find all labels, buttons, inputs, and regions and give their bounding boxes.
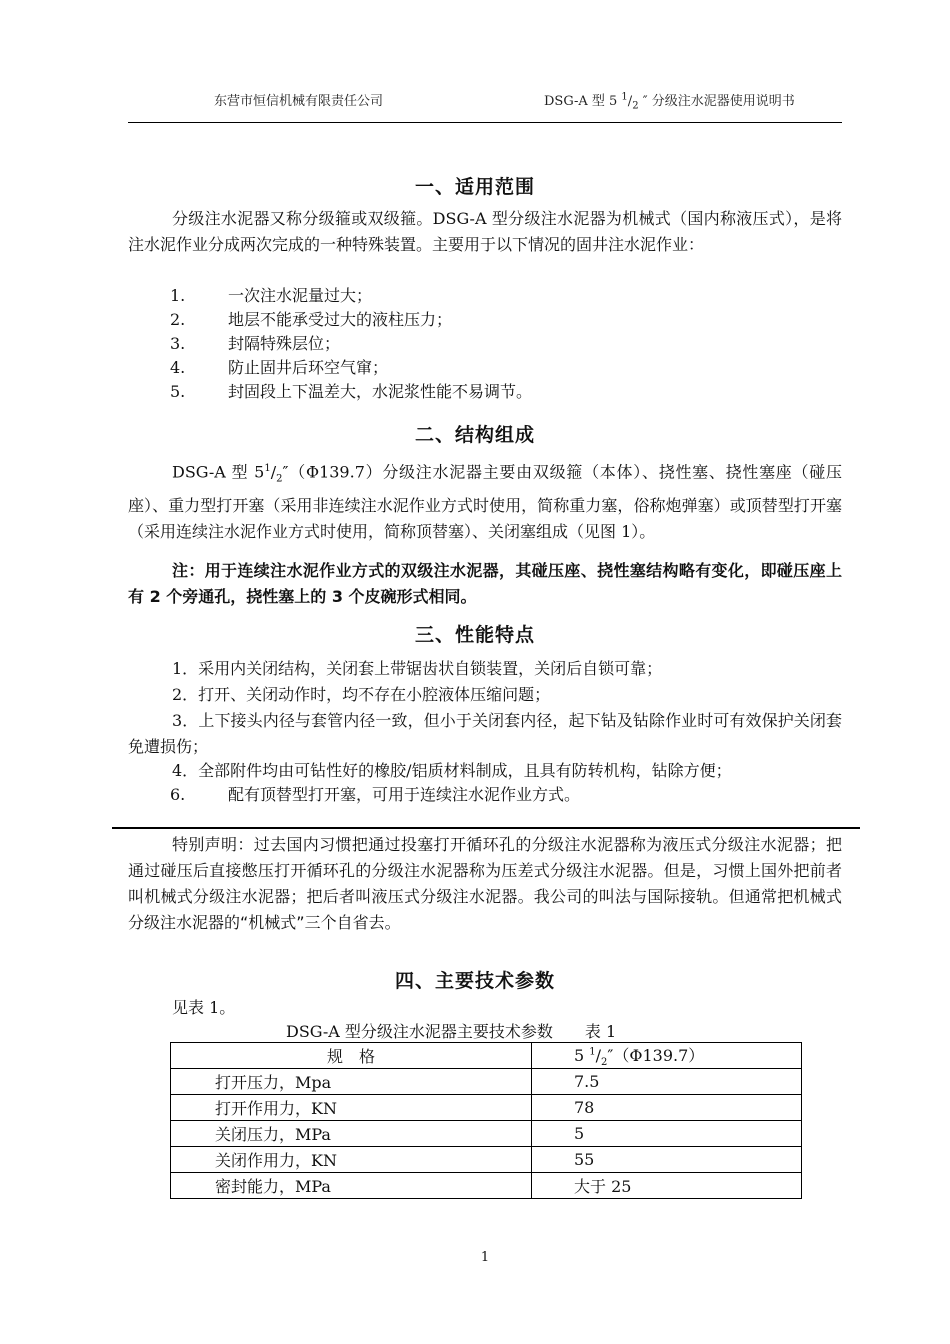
feature-item-3: 3．上下接头内径与套管内径一致，但小于关闭套内径，起下钻及钻除作业时可有效保护关闭套免遭损伤； xyxy=(128,711,842,756)
section4-heading: 四、主要技术参数 xyxy=(394,970,555,992)
table-cell-value: 78 xyxy=(532,1095,802,1121)
header-frac-num: 1 xyxy=(621,91,628,103)
list-item-text: 封隔特殊层位； xyxy=(228,334,341,353)
table-header-value: 5 $^1/_2''(\Phi 139.7)$ xyxy=(532,1043,802,1069)
table-header-value-suffix: ″（Φ139.7） xyxy=(607,1046,705,1065)
notice-rule xyxy=(112,827,860,829)
table-cell-label: 关闭压力，MPa xyxy=(171,1121,532,1147)
feature-item-1: 1．采用内关闭结构，关闭套上带锯齿状自锁装置，关闭后自锁可靠； xyxy=(172,659,663,678)
table-cell-value: 5 xyxy=(532,1121,802,1147)
header-frac-den: 2 xyxy=(632,100,639,112)
page-number: 1 xyxy=(480,1250,490,1265)
table-row xyxy=(171,1121,802,1147)
section2-note: 注：用于连续注水泥作业方式的双级注水泥器，其碰压座、挠性塞结构略有变化，即碰压座上有 2 个旁通孔，挠性塞上的 3 个皮碗形式相同。 xyxy=(128,561,842,606)
table-caption: DSG-A 型分级注水泥器主要技术参数 表 1 xyxy=(286,1022,617,1041)
header-company: 东营市恒信机械有限责任公司 xyxy=(214,94,384,109)
table-row xyxy=(171,1095,802,1121)
feature-item-2: 2．打开、关闭动作时，均不存在小腔液体压缩问题； xyxy=(172,685,551,704)
table-row xyxy=(171,1147,802,1173)
section2-frac-num: 1 xyxy=(264,463,271,474)
table-cell-value: 大于 25 xyxy=(532,1173,802,1199)
list-item-number: 2. xyxy=(170,310,186,329)
table-cell-label: 关闭作用力，KN xyxy=(171,1147,532,1173)
section2-frac-den: 2 xyxy=(276,473,283,485)
table-header-frac-num: 1 xyxy=(589,1046,596,1058)
section3-heading: 三、性能特点 xyxy=(414,624,535,646)
table-header-label: 规 格 xyxy=(171,1043,532,1069)
table-cell-label: 密封能力，MPa xyxy=(171,1173,532,1199)
list-item-number: 5. xyxy=(170,382,186,401)
header-doc-title-prefix: DSG-A 型 5 xyxy=(544,94,618,109)
table-cell-label: 打开压力，Mpa xyxy=(171,1069,532,1095)
list-item-text: 一次注水泥量过大； xyxy=(228,286,373,305)
table-header-value-prefix: 5 xyxy=(574,1046,590,1065)
header-doc-title: DSG-A 型 5 $^1/_2$ ″ 分级注水泥器使用说明书 xyxy=(544,91,795,112)
table-cell-value: 55 xyxy=(532,1147,802,1173)
section2-model-prefix: DSG-A 型 5 xyxy=(172,462,265,482)
header-doc-title-suffix: ″ 分级注水泥器使用说明书 xyxy=(642,94,795,109)
list-item-text: 封固段上下温差大，水泥浆性能不易调节。 xyxy=(228,382,533,401)
header-rule xyxy=(128,122,842,123)
section2-body: ″（Φ139.7）分级注水泥器主要由双级箍（本体）、挠性塞、挠性塞座（碰压座）、重力型打开塞（采用非连续注水泥作业方式时使用，简称重力塞，俗称炮弹塞）或顶替型打开塞（采用连续注水泥作业方式时使用，简称顶替塞）、关闭塞组成（见图 1）。 xyxy=(128,462,842,541)
list-item-text: 防止固井后环空气窜； xyxy=(228,358,389,377)
feature-item-6-number: 6. xyxy=(170,785,186,804)
spec-table xyxy=(170,1042,802,1199)
list-item-number: 1. xyxy=(170,286,186,305)
section2-paragraph: DSG-A 型 $5^1/_2''(\Phi 139.7)$分级注水泥器主要由双级箍（本体）、挠性塞、挠性塞座（碰压座）、重力型打开塞（采用非连续注水泥作业方式时使用，简称重力塞，俗称炮弹塞）或顶替型打开塞（采用连续注水泥作业方式时使用，简称顶替塞）、关闭塞组成（见图 1）。 xyxy=(128,462,842,541)
see-table-note: 见表 1。 xyxy=(172,998,236,1017)
feature-item-6-text: 配有顶替型打开塞，可用于连续注水泥作业方式。 xyxy=(228,785,581,804)
table-cell-value: 7.5 xyxy=(532,1069,802,1095)
section1-intro: 分级注水泥器又称分级箍或双级箍。DSG-A 型分级注水泥器为机械式（国内称液压式），是将注水泥作业分成两次完成的一种特殊装置。主要用于以下情况的固井注水泥作业： xyxy=(128,209,842,254)
table-cell-label: 打开作用力，KN xyxy=(171,1095,532,1121)
section2-heading: 二、结构组成 xyxy=(414,424,535,446)
list-item-number: 4. xyxy=(170,358,186,377)
table-row xyxy=(171,1173,802,1199)
table-row xyxy=(171,1069,802,1095)
feature-item-4: 4．全部附件均由可钻性好的橡胶/铝质材料制成，且具有防转机构，钻除方便； xyxy=(172,761,732,780)
section1-heading: 一、适用范围 xyxy=(414,176,535,198)
list-item-text: 地层不能承受过大的液柱压力； xyxy=(228,310,453,329)
table-header-frac-den: 2 xyxy=(601,1057,608,1069)
list-item-number: 3. xyxy=(170,334,186,353)
table-header-row xyxy=(171,1043,802,1069)
special-notice: 特别声明：过去国内习惯把通过投塞打开循环孔的分级注水泥器称为液压式分级注水泥器；把通过碰压后直接憋压打开循环孔的分级注水泥器称为压差式分级注水泥器。但是，习惯上国外把前者叫机械式分级注水泥器；把后者叫液压式分级注水泥器。我公司的叫法与国际接轨。但通常把机械式分级注水泥器的“机械式”三个自省去。 xyxy=(128,835,842,932)
